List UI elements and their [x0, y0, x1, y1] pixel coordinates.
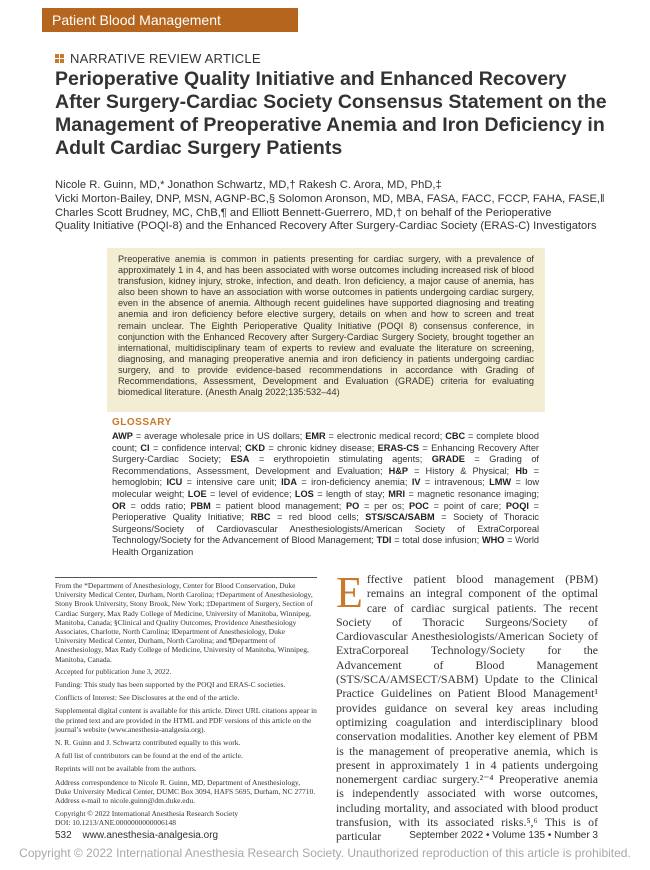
glossary-term: PBM	[190, 500, 211, 511]
glossary-entry	[388, 489, 539, 499]
glossary-definition: = Perioperative Quality Initiative;	[112, 500, 539, 523]
note-accepted: Accepted for publication June 3, 2022.	[55, 666, 172, 676]
glossary-definition: = magnetic resonance imaging;	[405, 488, 539, 499]
body-paragraph: ffective patient blood management (PBM) remains an integral component of the optimal care of cardiac surgical patients. The recent Society of Thoracic Surgeons/Society of Cardiovascular Anesthesiologists/American Society of ExtraCorporeal Technology/Society for the Advancement of Blood Management (STS/SCA/AMSECT/SABM) Update to the Clinical Practice Guidelines on Patient Blood Management¹ provides guidance on several key areas including optimizing coagulation and interdisciplinary blood conservation modalities. Another key element of PBM is the management of preoperative anemia, which is present in approximately 1 in 4 patients undergoing nonemergent cardiac surgery.²⁻⁴ Preoperative anemia is independently associated with worse outcomes, including mortality, and associated with blood product transfusion, with its associated risks.⁵,⁶ This is of particular	[336, 572, 598, 844]
glossary-entry	[230, 454, 431, 464]
glossary-heading: GLOSSARY	[112, 417, 172, 428]
copyright-line: Copyright © 2022 International Anesthesia Research Society	[55, 809, 239, 819]
glossary-term: IV	[411, 477, 421, 488]
glossary-term: LOS	[294, 488, 314, 499]
glossary-definition: = Grading of Recommendations, Assessment, Development and Evaluation;	[112, 454, 539, 476]
glossary-term: PO	[345, 500, 360, 511]
glossary-entry	[389, 466, 516, 476]
drop-cap: E	[336, 568, 363, 617]
glossary-entry	[188, 489, 295, 499]
glossary-definition: = per os;	[359, 500, 410, 511]
glossary-definition: = complete blood count;	[112, 431, 539, 453]
glossary-entry	[412, 477, 489, 487]
glossary-entry	[112, 501, 190, 511]
doi-line: DOI: 10.1213/ANE.0000000000006148	[55, 818, 177, 828]
glossary-term: POC	[409, 500, 429, 511]
glossary-term: ESA	[230, 454, 250, 465]
glossary-definition: = patient blood management;	[210, 500, 346, 511]
author-line: Charles Scott Brudney, MC, ChB,¶ and Elliott Bennett-Guerrero, MD,† on behalf of the Perioperative	[55, 206, 552, 219]
glossary-entry	[346, 501, 409, 511]
glossary-definition: = length of stay;	[313, 488, 389, 499]
note-contributors: A full list of contributors can be found at the end of the article.	[55, 751, 243, 761]
glossary-definition: = confidence interval;	[149, 442, 246, 453]
glossary-entry	[190, 501, 346, 511]
author-line: Vicki Morton-Bailey, DNP, MSN, AGNP-BC,§ Solomon Aronson, MD, MBA, FASA, FACC, FCCP, FAHA, FASE,‖	[55, 192, 605, 205]
glossary-term: RBC	[250, 512, 271, 523]
glossary-definition: = intensive care unit;	[182, 477, 282, 488]
glossary-definition: = odds ratio;	[125, 500, 191, 511]
glossary-term: GRADE	[431, 454, 465, 465]
glossary-term: EMR	[305, 431, 326, 441]
glossary-entry	[377, 535, 482, 545]
front-matter-notes	[55, 577, 317, 828]
glossary-entry	[281, 477, 412, 487]
article-type-text: NARRATIVE REVIEW ARTICLE	[70, 51, 261, 66]
author-line: Quality Initiative (POQI-8) and the Enhanced Recovery After Surgery-Cardiac Society (ERAS-C) Investigators	[55, 220, 597, 233]
note-reprints: Reprints will not be available from the authors.	[55, 764, 197, 774]
glossary-entry	[295, 489, 388, 499]
glossary-term: CI	[140, 442, 150, 453]
grid-square-icon	[55, 54, 64, 63]
glossary-definition: = electronic medical record;	[325, 431, 446, 441]
glossary-term: IDA	[281, 477, 297, 488]
author-list	[55, 179, 615, 234]
glossary-definition: = point of care;	[428, 500, 506, 511]
glossary-entry	[305, 431, 445, 441]
glossary-term: POQI	[505, 500, 529, 511]
article-title: Perioperative Quality Initiative and Enhanced Recovery After Surgery-Cardiac Society Consensus Statement on the Management of Preoperative Anemia and Iron Deficiency in Adult Cardiac Surgery Patients	[55, 68, 607, 159]
glossary-definition: = Society of Thoracic Surgeons/Society of Cardiovascular Anesthesiologists/American Society of ExtraCorporeal Technology/Society for the Advancement of Blood Management;	[112, 512, 539, 546]
glossary-term: H&P	[388, 465, 409, 476]
glossary-term: ERAS-CS	[377, 442, 419, 453]
glossary-definition: = average wholesale price in US dollars;	[132, 431, 306, 441]
glossary-definition: = hemoglobin;	[112, 465, 540, 488]
article-type-label	[55, 51, 261, 66]
glossary-term: ICU	[166, 477, 183, 488]
note-supplemental: Supplemental digital content is available for this article. Direct URL citations appear in the printed text and are provided in the HTML and PDF versions of this article on the journal’s website (www.anesthesia-analgesia.org).	[55, 706, 317, 734]
glossary-entry	[409, 501, 506, 511]
section-banner: Patient Blood Management	[42, 8, 298, 32]
glossary-definition: = chronic kidney disease;	[264, 442, 378, 453]
glossary-term: MRI	[388, 488, 406, 499]
glossary-definition: = low molecular weight;	[112, 477, 540, 499]
glossary-term: WHO	[481, 535, 505, 546]
glossary-definition: = level of evidence;	[206, 488, 295, 499]
glossary-term: LMW	[489, 477, 512, 488]
glossary-term: STS/SCA/SABM	[365, 512, 435, 523]
glossary-entry	[112, 431, 305, 441]
author-line: Nicole R. Guinn, MD,* Jonathon Schwartz, MD,† Rakesh C. Arora, MD, PhD,‡	[55, 179, 442, 191]
copyright-watermark: Copyright © 2022 International Anesthesia Research Society. Unauthorized reproduction of this article is prohibited.	[19, 846, 631, 860]
glossary-term: CKD	[245, 442, 265, 453]
glossary-term: LOE	[187, 488, 207, 499]
journal-site-link[interactable]: www.anesthesia-analgesia.org	[82, 830, 219, 841]
glossary-term: Hb	[515, 465, 528, 476]
glossary-entry	[251, 512, 366, 522]
abstract-box: Preoperative anemia is common in patients presenting for cardiac surgery, with a prevalence of approximately 1 in 4, and has been associated with worse outcomes including increased risk of blood transfusion, kidney injury, stroke, infection, and death. Iron deficiency, a major cause of anemia, has also been shown to have an association with worse outcomes in patients undergoing cardiac surgery, even in the absence of anemia. Although recent guidelines have supported diagnosing and treating anemia and iron deficiency before elective surgery, details on when and how to screen and treat remain unclear. The Eighth Perioperative Quality Initiative (POQI 8) consensus conference, in conjunction with the Enhanced Recovery after Surgery-Cardiac Surgery Society, brought together an international, multidisciplinary team of experts to review and evaluate the literature on screening, diagnosing, and managing preoperative anemia and iron deficiency in patients undergoing cardiac surgery, and to provide evidence-based recommendations in accordance with Grading of Recommendations, Assessment, Development and Evaluation (GRADE) criteria for evaluating biomedical literature. (Anesth Analg 2022;135:532–44)	[107, 248, 545, 412]
glossary-term: TDI	[376, 535, 392, 546]
glossary-definition: = iron-deficiency anemia;	[296, 477, 412, 488]
glossary-term: CBC	[445, 431, 466, 441]
glossary-entry	[245, 443, 378, 453]
glossary-definition: = Enhancing Recovery After Surgery-Cardiac Society;	[112, 442, 539, 465]
glossary-entry	[140, 443, 245, 453]
glossary-definition: = red blood cells;	[270, 512, 366, 523]
body-text	[336, 568, 598, 844]
glossary-term: OR	[112, 500, 126, 511]
glossary-definition: = intravenous;	[420, 477, 490, 488]
page-number: 532	[55, 830, 72, 841]
note-conflicts: Conflicts of Interest: See Disclosures at the end of the article.	[55, 693, 240, 703]
glossary-list	[112, 431, 539, 559]
glossary-definition: = History & Physical;	[408, 465, 516, 476]
glossary-entry	[166, 477, 281, 487]
note-equal-contribution: N. R. Guinn and J. Schwartz contributed equally to this work.	[55, 738, 241, 748]
issue-info: September 2022 • Volume 135 • Number 3	[409, 830, 598, 841]
page-footer-left	[55, 830, 218, 841]
note-correspondence: Address correspondence to Nicole R. Guinn, MD, Department of Anesthesiology, Duke University Medical Center, DUMC Box 3094, HAFS 5695, Durham, NC 27710. Address e-mail to nicole.guinn@dm.duke.edu.	[55, 777, 316, 806]
note-funding: Funding: This study has been supported by the POQI and ERAS-C societies.	[55, 680, 286, 690]
glossary-term: AWP	[112, 431, 133, 441]
glossary-definition: = erythropoietin stimulating agents;	[249, 454, 432, 465]
glossary-definition: = total dose infusion;	[391, 535, 482, 546]
affiliations: From the *Department of Anesthesiology, Center for Blood Conservation, Duke University Medical Center, Durham, North Carolina; †Department of Anesthesiology, Stony Brook University, Stony Brook, New York; ‡Department of Surgery, Section of Cardiac Surgery, Max Rady College of Medicine, University of Manitoba, Winnipeg, Manitoba, Canada; §Clinical and Quality Outcomes, Providence Anesthesiology Associates, Charlotte, North Carolina; ‖Department of Anesthesiology, Duke University Medical Center, Durham, North Carolina; and ¶Department of Anesthesiology, Max Rady College of Medicine, University of Manitoba, Winnipeg, Manitoba, Canada.	[55, 577, 317, 664]
glossary-definition: = World Health Organization	[112, 535, 540, 557]
